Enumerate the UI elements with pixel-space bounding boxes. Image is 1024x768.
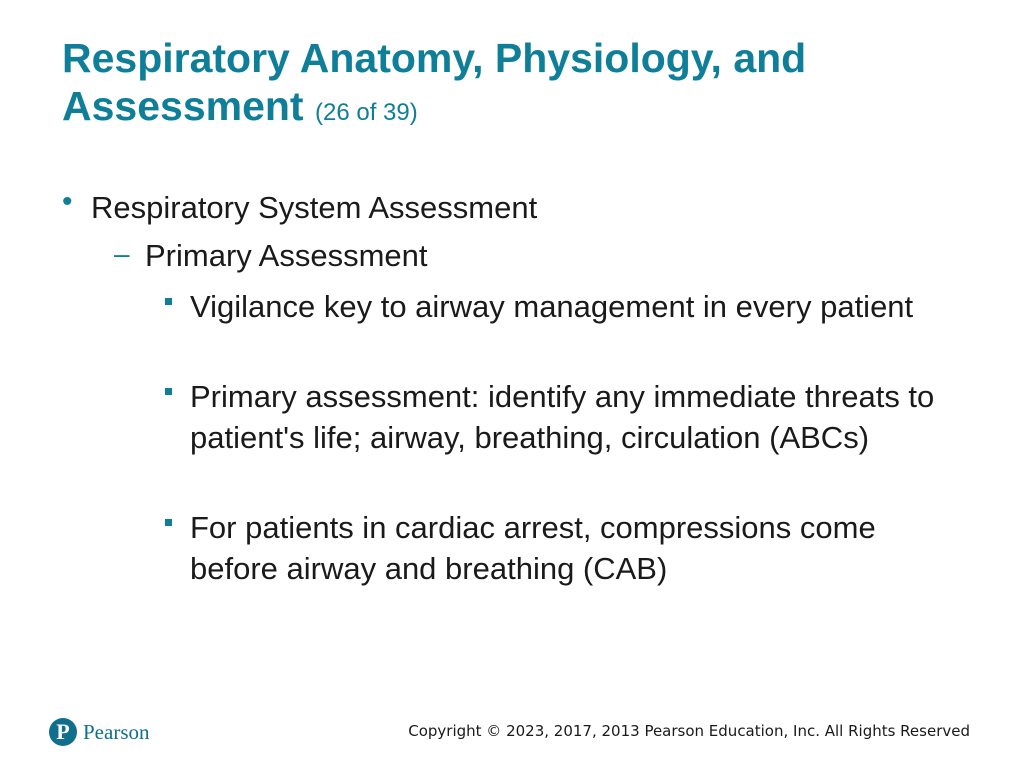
bullet-text: Primary Assessment bbox=[145, 238, 428, 273]
pearson-logo bbox=[49, 718, 150, 746]
copyright-notice: Copyright © 2023, 2017, 2013 Pearson Education, Inc. All Rights Reserved bbox=[408, 722, 970, 740]
bullet-dot-icon: • bbox=[62, 185, 73, 218]
bullet-square-icon bbox=[165, 388, 172, 395]
bullet-text: For patients in cardiac arrest, compressions come before airway and breathing (CAB) bbox=[190, 510, 876, 586]
pearson-logo-text: Pearson bbox=[83, 719, 150, 744]
bullet-text: Vigilance key to airway management in every patient bbox=[190, 289, 914, 324]
bullet-square-icon bbox=[165, 519, 172, 526]
bullet-text: Respiratory System Assessment bbox=[91, 190, 538, 225]
bullet-text: Primary assessment: identify any immediate threats to patient's life; airway, breathing, circulation (ABCs) bbox=[190, 379, 935, 455]
bullet-level-3-item bbox=[190, 376, 970, 458]
slide-title bbox=[62, 34, 962, 137]
bullet-level-2 bbox=[114, 236, 428, 276]
bullet-level-1 bbox=[62, 185, 538, 228]
bullet-square-icon bbox=[165, 298, 172, 305]
bullet-level-3-item bbox=[190, 507, 970, 589]
bullet-level-3-item bbox=[190, 286, 970, 327]
pearson-logo-icon: P bbox=[49, 718, 77, 746]
slide-counter: (26 of 39) bbox=[314, 99, 418, 126]
bullet-dash-icon: – bbox=[114, 238, 130, 269]
slide-title-main: Respiratory Anatomy, Physiology, and Assessment bbox=[62, 35, 807, 129]
